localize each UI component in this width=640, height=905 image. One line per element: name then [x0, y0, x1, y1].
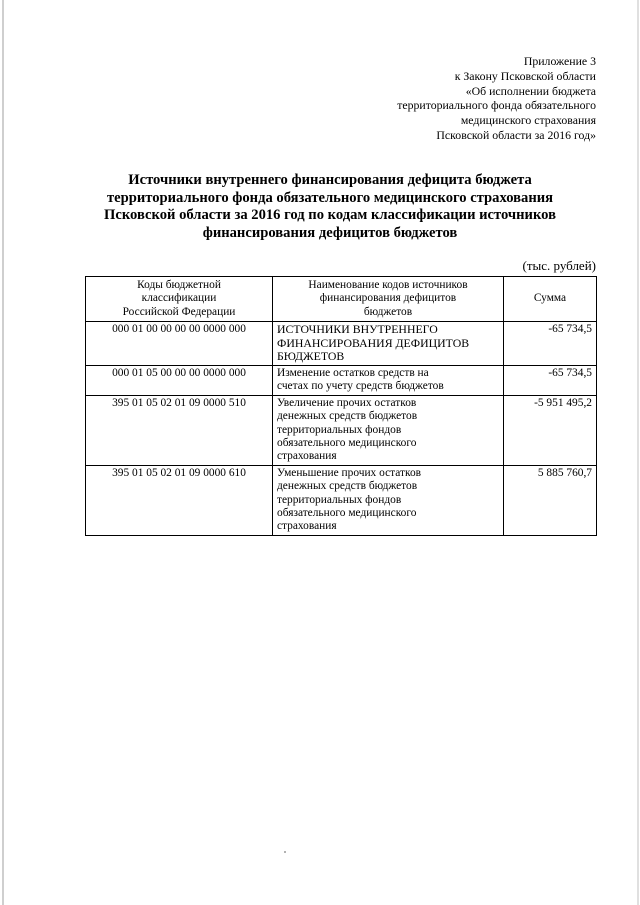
row-name — [273, 465, 504, 535]
title-line: территориального фонда обязательного медицинского страхования — [106, 189, 554, 206]
row-name-line: ФИНАНСИРОВАНИЯ ДЕФИЦИТОВ — [277, 335, 470, 350]
header-name-line: финансирования дефицитов — [319, 292, 457, 305]
row-name-line: денежных средств бюджетов — [277, 410, 418, 423]
table-row — [86, 395, 597, 465]
row-sum: -65 734,5 — [504, 322, 597, 366]
units-label: (тыс. рублей) — [522, 258, 596, 273]
scan-edge-left — [2, 0, 4, 905]
row-name-line: страхования — [277, 450, 337, 463]
row-code: 395 01 05 02 01 09 0000 610 — [86, 465, 273, 535]
document-title — [70, 172, 590, 242]
scan-edge-right — [637, 0, 639, 905]
row-name-line: обязательного медицинского — [277, 507, 417, 520]
appendix-line: медицинского страхования — [460, 113, 596, 128]
row-name — [273, 395, 504, 465]
table-row — [86, 465, 597, 535]
row-name-line: денежных средств бюджетов — [277, 480, 418, 493]
row-sum: -65 734,5 — [504, 366, 597, 396]
table-row — [86, 366, 597, 396]
row-name-line: территориальных фондов — [277, 493, 402, 506]
header-sum-line: Сумма — [533, 292, 567, 305]
row-name-line: обязательного медицинского — [277, 437, 417, 450]
header-name — [273, 277, 504, 322]
row-name-line: счетах по учету средств бюджетов — [277, 380, 444, 393]
scan-speck — [284, 851, 286, 853]
header-code-line: Коды бюджетной — [137, 279, 221, 291]
header-code-line: Российской Федерации — [122, 305, 236, 318]
row-sum: 5 885 760,7 — [504, 465, 597, 535]
table-header-row — [86, 277, 597, 322]
row-name-line: страхования — [277, 520, 337, 533]
header-code-line: классификации — [141, 292, 217, 305]
appendix-line: к Закону Псковской области — [454, 68, 596, 83]
row-code: 000 01 05 00 00 00 0000 000 — [86, 366, 273, 396]
row-code: 000 01 00 00 00 00 0000 000 — [86, 322, 273, 366]
row-name — [273, 322, 504, 366]
appendix-line: Псковской области за 2016 год» — [436, 127, 596, 142]
row-code: 395 01 05 02 01 09 0000 510 — [86, 395, 273, 465]
appendix-line: Приложение 3 — [523, 54, 596, 68]
title-line: Псковской области за 2016 год по кодам классификации источников — [103, 207, 556, 224]
title-line: Источники внутреннего финансирования дефицита бюджета — [128, 172, 532, 188]
table-row — [86, 322, 597, 366]
appendix-line: «Об исполнении бюджета — [465, 83, 596, 98]
row-name-line: Увеличение прочих остатков — [277, 396, 417, 409]
header-name-line: бюджетов — [363, 305, 413, 318]
row-sum: -5 951 495,2 — [504, 395, 597, 465]
row-name-line: БЮДЖЕТОВ — [277, 349, 345, 364]
row-name-line: территориальных фондов — [277, 423, 402, 436]
financing-sources-table — [85, 276, 597, 536]
appendix-line: территориального фонда обязательного — [397, 98, 596, 113]
row-name-line: Уменьшение прочих остатков — [277, 466, 422, 479]
row-name — [273, 366, 504, 396]
appendix-note — [397, 54, 596, 143]
row-name-line: ИСТОЧНИКИ ВНУТРЕННЕГО — [277, 322, 438, 337]
header-code — [86, 277, 273, 322]
header-sum — [504, 277, 597, 322]
header-name-line: Наименование кодов источников — [308, 279, 468, 291]
title-line: финансирования дефицитов бюджетов — [202, 224, 458, 241]
row-name-line: Изменение остатков средств на — [277, 367, 429, 379]
